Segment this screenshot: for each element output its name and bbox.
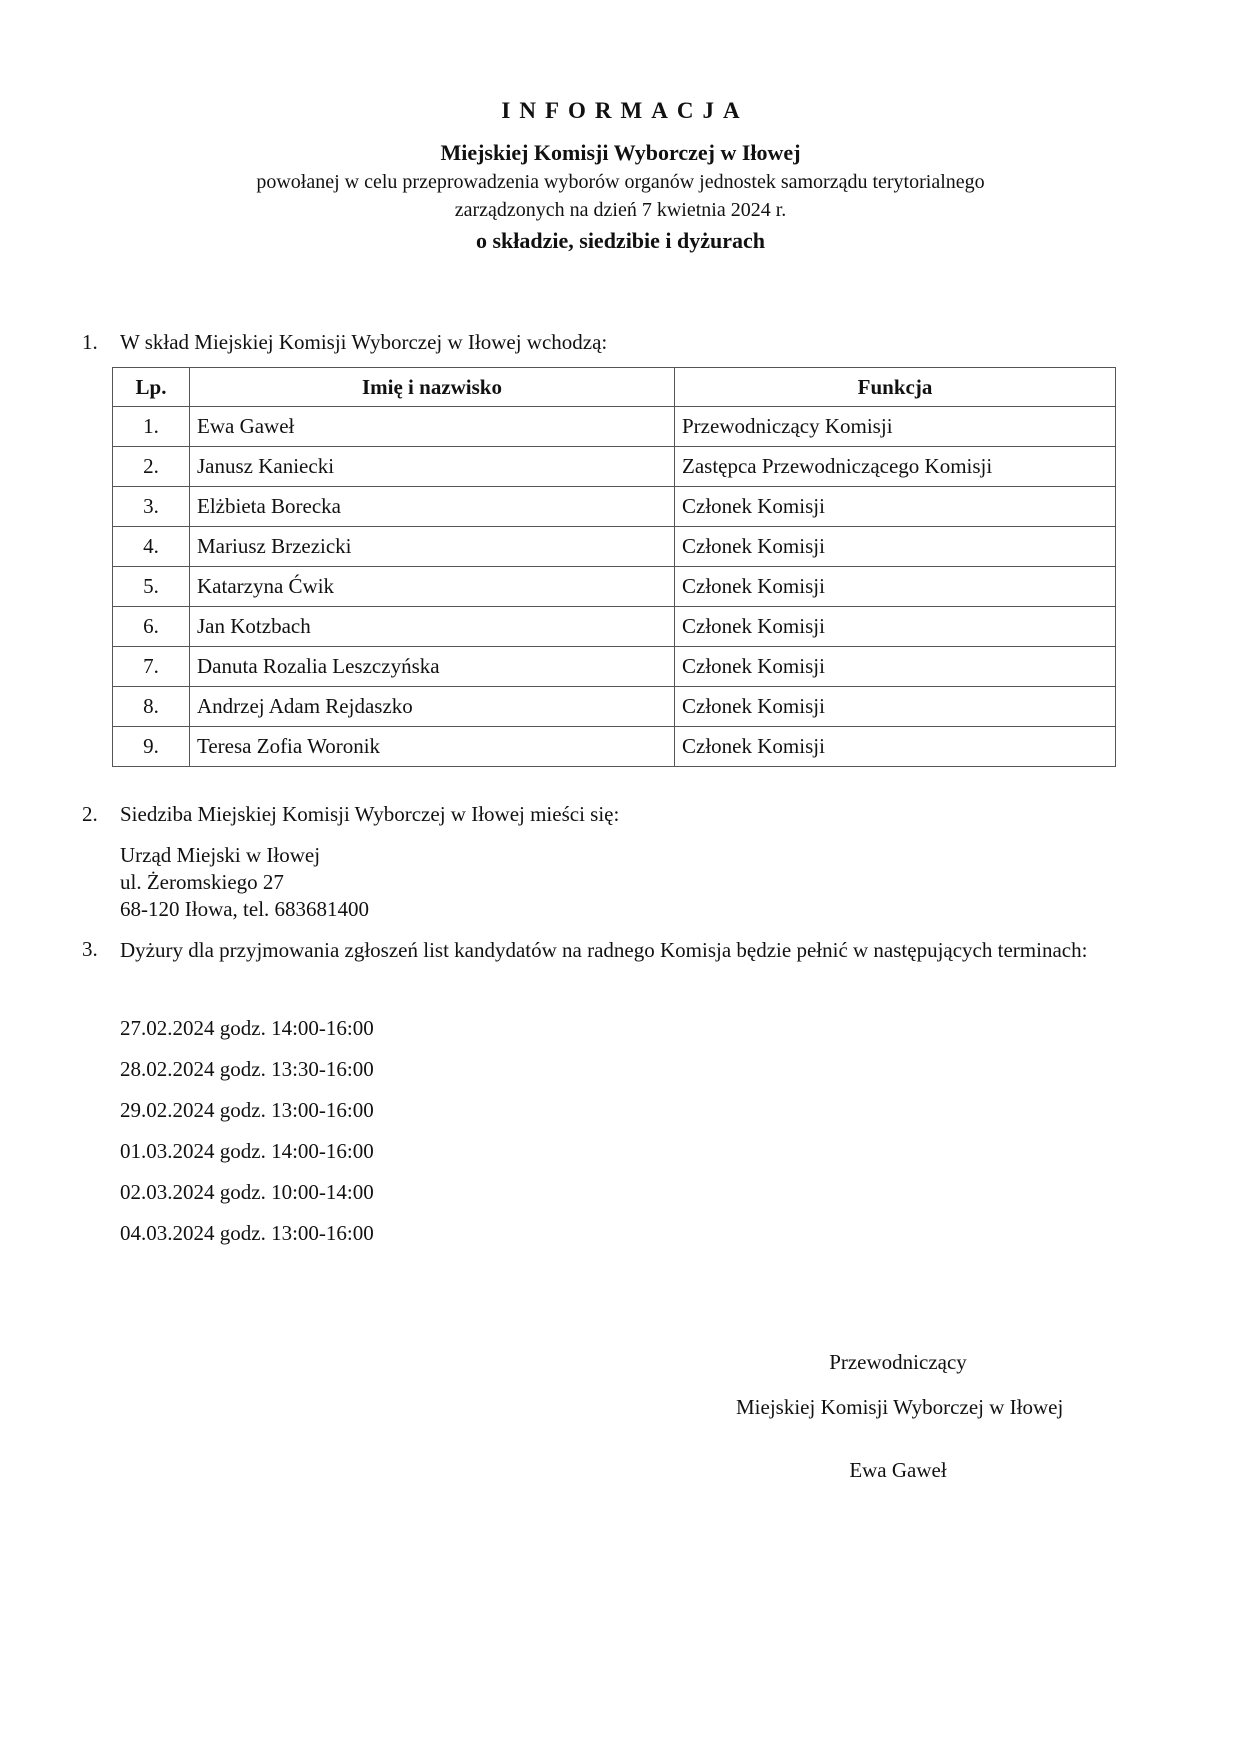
- document-subtitle: Miejskiej Komisji Wyborczej w Iłowej: [440, 140, 801, 165]
- table-row: [113, 647, 1116, 687]
- member-function: Członek Komisji: [675, 647, 1116, 687]
- column-header-lp: Lp.: [113, 368, 190, 407]
- member-name: Janusz Kaniecki: [190, 447, 675, 487]
- address-line: Urząd Miejski w Iłowej: [120, 843, 321, 867]
- member-function: Zastępca Przewodniczącego Komisji: [675, 447, 1116, 487]
- members-table: [112, 367, 1116, 767]
- row-number: 9.: [113, 727, 190, 767]
- signature-name: Ewa Gaweł: [849, 1458, 947, 1482]
- member-function: Przewodniczący Komisji: [675, 407, 1116, 447]
- member-function: Członek Komisji: [675, 567, 1116, 607]
- table-row: [113, 407, 1116, 447]
- member-function: Członek Komisji: [675, 687, 1116, 727]
- schedule-item: 28.02.2024 godz. 13:30-16:00: [120, 1057, 374, 1081]
- table-row: [113, 527, 1116, 567]
- table-row: [113, 607, 1116, 647]
- column-header-name: Imię i nazwisko: [190, 368, 675, 407]
- table-row: [113, 487, 1116, 527]
- member-name: Elżbieta Borecka: [190, 487, 675, 527]
- address-line: 68-120 Iłowa, tel. 683681400: [120, 897, 370, 921]
- document-title: INFORMACJA: [501, 98, 749, 123]
- schedule-item: 29.02.2024 godz. 13:00-16:00: [120, 1098, 374, 1122]
- member-name: Jan Kotzbach: [190, 607, 675, 647]
- schedule-item: 04.03.2024 godz. 13:00-16:00: [120, 1221, 374, 1245]
- section-3-text: Dyżury dla przyjmowania zgłoszeń list kandydatów na radnego Komisja będzie pełnić w następujących terminach:: [120, 938, 1088, 962]
- member-function: Członek Komisji: [675, 527, 1116, 567]
- member-name: Katarzyna Ćwik: [190, 567, 675, 607]
- schedule-item: 02.03.2024 godz. 10:00-14:00: [120, 1180, 374, 1204]
- signature-organization: Miejskiej Komisji Wyborczej w Iłowej: [736, 1395, 1064, 1419]
- address-block: [120, 842, 369, 923]
- table-row: [113, 567, 1116, 607]
- table-row: [113, 687, 1116, 727]
- table-row: [113, 727, 1116, 767]
- document-topic: o składzie, siedzibie i dyżurach: [475, 228, 766, 253]
- schedule-list: [120, 1014, 374, 1260]
- row-number: 4.: [113, 527, 190, 567]
- row-number: 3.: [113, 487, 190, 527]
- member-name: Teresa Zofia Woronik: [190, 727, 675, 767]
- section-1-number: 1.: [82, 330, 98, 354]
- row-number: 8.: [113, 687, 190, 727]
- member-name: Andrzej Adam Rejdaszko: [190, 687, 675, 727]
- member-name: Mariusz Brzezicki: [190, 527, 675, 567]
- section-2-text: Siedziba Miejskiej Komisji Wyborczej w Iłowej mieści się:: [120, 802, 620, 826]
- schedule-item: 27.02.2024 godz. 14:00-16:00: [120, 1016, 374, 1040]
- member-function: Członek Komisji: [675, 487, 1116, 527]
- row-number: 5.: [113, 567, 190, 607]
- section-1-text: W skład Miejskiej Komisji Wyborczej w Iłowej wchodzą:: [120, 330, 608, 354]
- table-row: [113, 447, 1116, 487]
- member-name: Ewa Gaweł: [190, 407, 675, 447]
- signature-role: Przewodniczący: [829, 1350, 967, 1374]
- header-line-1: powołanej w celu przeprowadzenia wyborów organów jednostek samorządu terytorialnego: [256, 171, 985, 193]
- schedule-item: 01.03.2024 godz. 14:00-16:00: [120, 1139, 374, 1163]
- section-3-number: 3.: [82, 937, 98, 961]
- member-function: Członek Komisji: [675, 607, 1116, 647]
- member-function: Członek Komisji: [675, 727, 1116, 767]
- row-number: 2.: [113, 447, 190, 487]
- address-line: ul. Żeromskiego 27: [120, 870, 284, 894]
- document-header: [0, 96, 1241, 256]
- row-number: 6.: [113, 607, 190, 647]
- member-name: Danuta Rozalia Leszczyńska: [190, 647, 675, 687]
- table-header-row: [113, 368, 1116, 407]
- section-2-number: 2.: [82, 802, 98, 826]
- row-number: 1.: [113, 407, 190, 447]
- column-header-function: Funkcja: [675, 368, 1116, 407]
- row-number: 7.: [113, 647, 190, 687]
- header-line-2: zarządzonych na dzień 7 kwietnia 2024 r.: [454, 199, 787, 221]
